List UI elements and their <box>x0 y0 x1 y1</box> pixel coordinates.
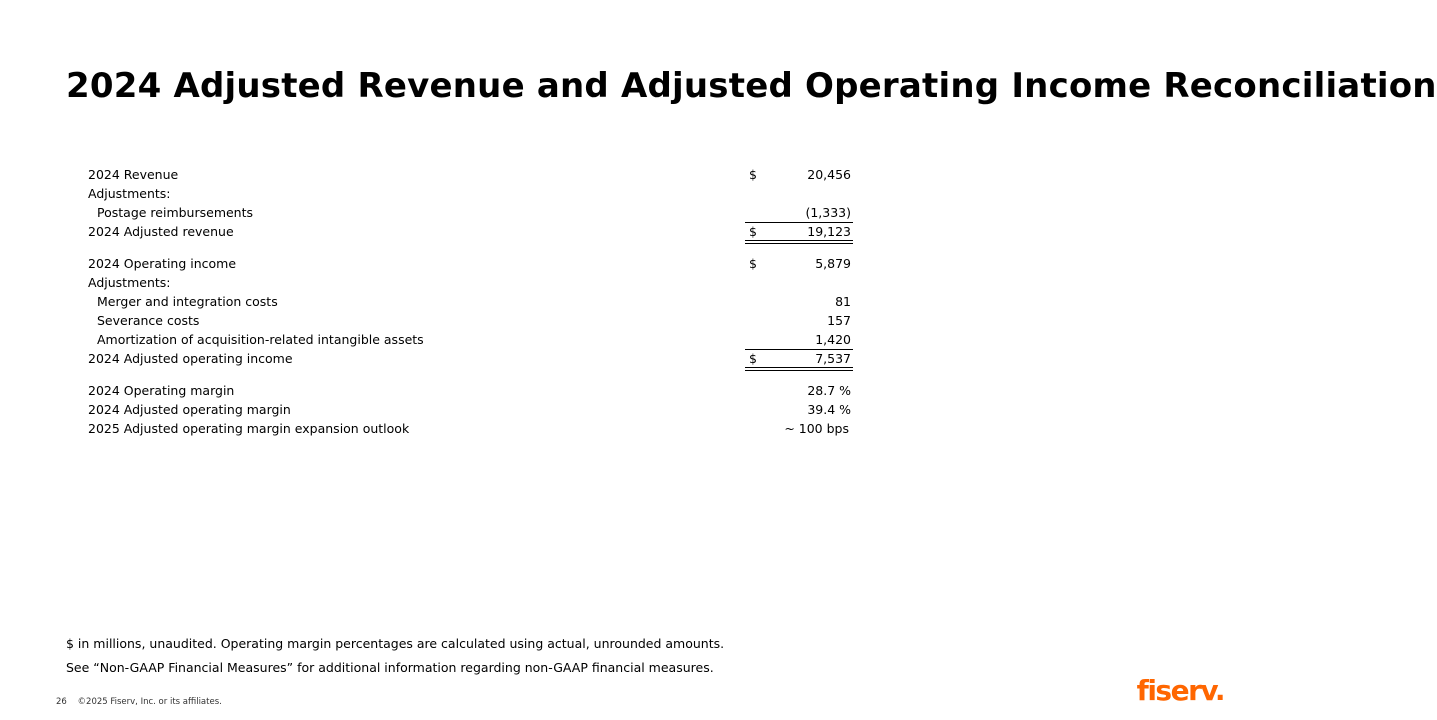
table-row-operating-income <box>88 254 853 273</box>
row-label: Severance costs <box>97 313 200 328</box>
row-value: 20,456 <box>807 167 851 182</box>
table-row-severance <box>88 311 853 330</box>
fiserv-logo: fiserv. <box>1136 674 1224 707</box>
row-label: 2024 Adjusted operating income <box>88 351 293 366</box>
table-row-adjusted-operating-income <box>88 349 853 368</box>
currency-symbol: $ <box>749 256 757 271</box>
row-value: 157 <box>827 313 851 328</box>
page-number: 26 <box>56 697 67 707</box>
table-row-adjusted-operating-margin <box>88 400 853 419</box>
table-row-postage <box>88 203 853 222</box>
row-label: Merger and integration costs <box>97 294 278 309</box>
page-title: 2024 Adjusted Revenue and Adjusted Operating Income Reconciliation <box>66 66 1437 106</box>
row-label: 2024 Revenue <box>88 167 179 182</box>
row-value: (1,333) <box>805 205 851 220</box>
currency-symbol: $ <box>749 351 757 366</box>
row-value: ~ 100 bps <box>784 421 849 436</box>
reconciliation-table <box>88 165 853 438</box>
row-label: Amortization of acquisition-related intangible assets <box>97 332 424 347</box>
currency-symbol: $ <box>749 224 757 239</box>
row-label: 2024 Operating margin <box>88 383 235 398</box>
row-value: 7,537 <box>815 351 851 366</box>
row-label: 2024 Adjusted operating margin <box>88 402 291 417</box>
row-value: 5,879 <box>815 256 851 271</box>
row-label: Adjustments: <box>88 275 171 290</box>
table-row-oi-adjustments <box>88 273 853 292</box>
row-label: 2024 Operating income <box>88 256 237 271</box>
currency-symbol: $ <box>749 167 757 182</box>
row-value: 28.7 % <box>807 383 851 398</box>
table-row-operating-margin <box>88 381 853 400</box>
row-value: 1,420 <box>815 332 851 347</box>
table-row-outlook <box>88 419 853 438</box>
footnote-units: $ in millions, unaudited. Operating margin percentages are calculated using actual, unrounded amounts. <box>66 636 725 651</box>
table-row-revenue <box>88 165 853 184</box>
table-row-adjusted-revenue <box>88 222 853 241</box>
row-value: 39.4 % <box>807 402 851 417</box>
row-label: Adjustments: <box>88 186 171 201</box>
total-double-rule <box>745 367 853 371</box>
row-label: Postage reimbursements <box>97 205 254 220</box>
table-row-merger <box>88 292 853 311</box>
total-double-rule <box>745 240 853 244</box>
row-label: 2025 Adjusted operating margin expansion outlook <box>88 421 410 436</box>
row-label: 2024 Adjusted revenue <box>88 224 234 239</box>
row-value: 81 <box>835 294 851 309</box>
row-value: 19,123 <box>807 224 851 239</box>
table-row-amortization <box>88 330 853 349</box>
copyright-text: ©2025 Fiserv, Inc. or its affiliates. <box>77 697 222 707</box>
table-row-revenue-adjustments <box>88 184 853 203</box>
footnote-non-gaap: See “Non-GAAP Financial Measures” for additional information regarding non-GAAP financial measures. <box>66 660 714 675</box>
page-footer <box>56 697 222 707</box>
